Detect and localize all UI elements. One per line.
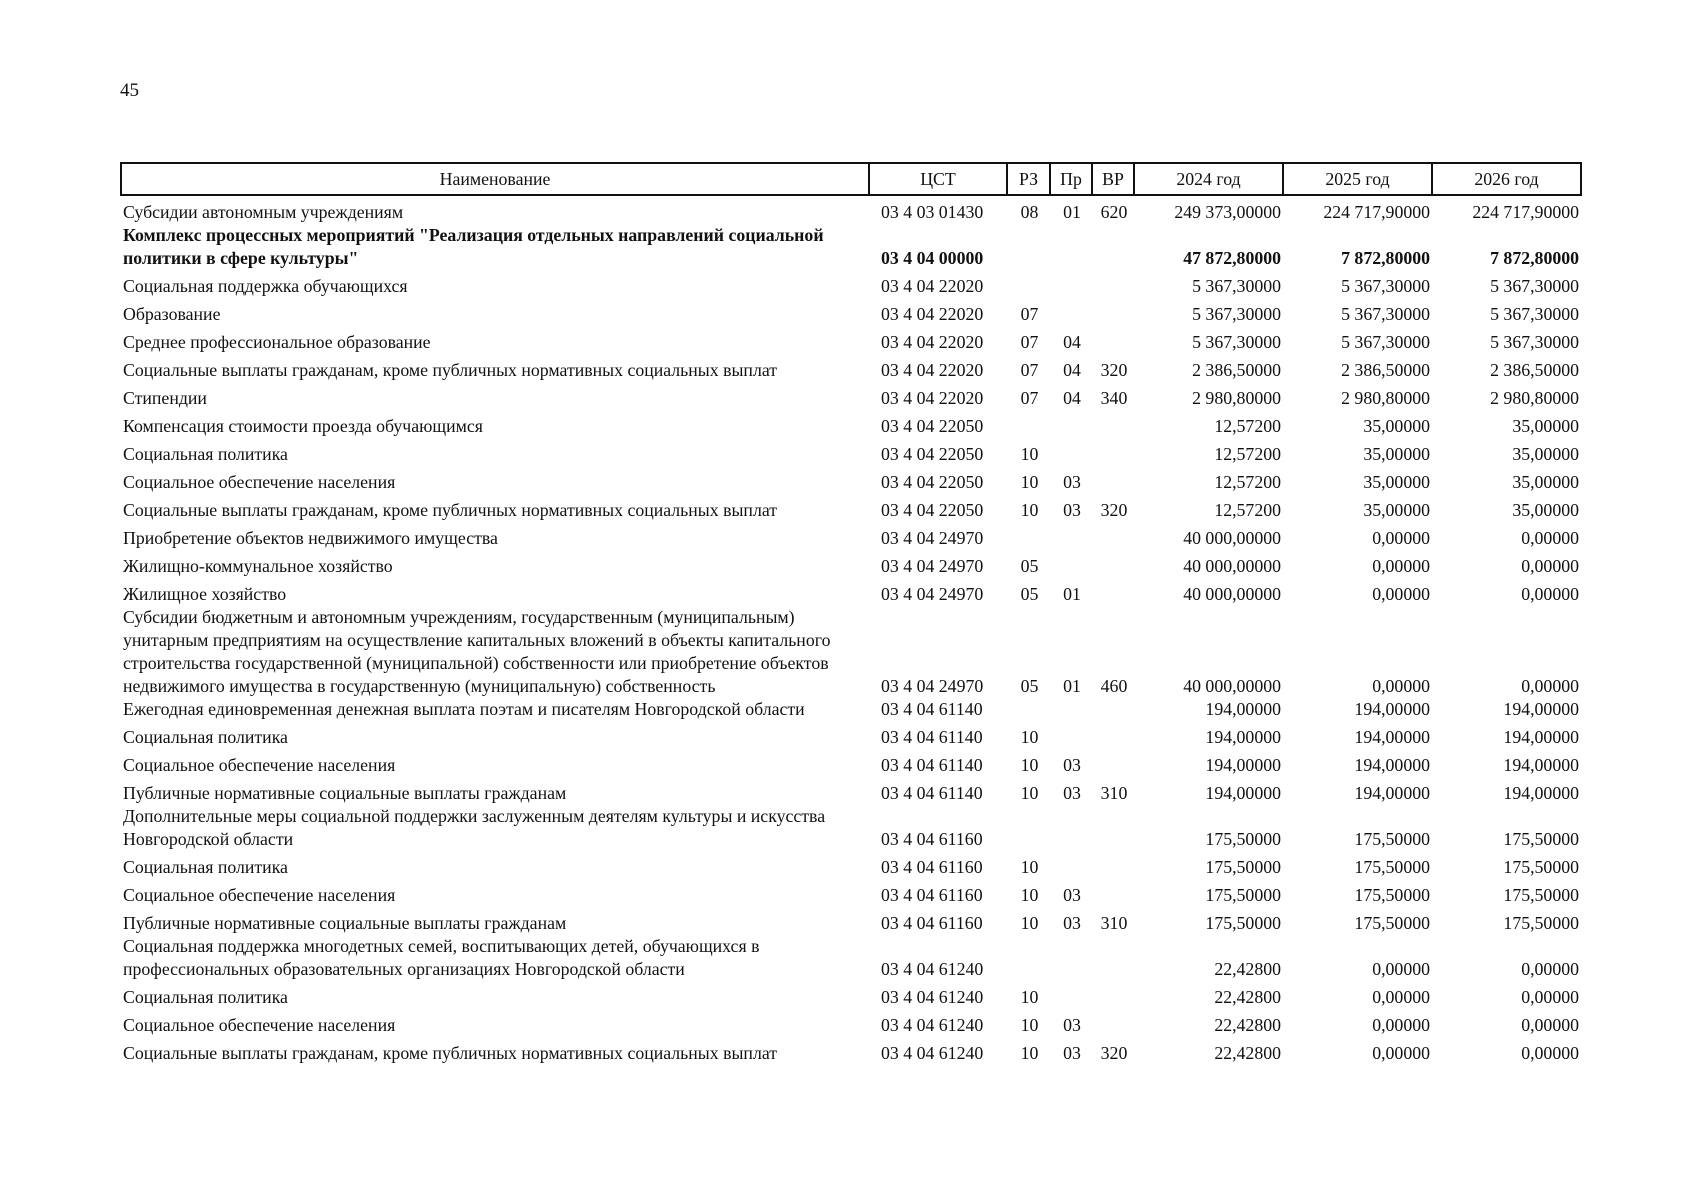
row-cst: 03 4 04 24970 <box>881 528 984 548</box>
row-name: Социальные выплаты гражданам, кроме публичных нормативных социальных выплат <box>123 500 778 520</box>
row-rz <box>1007 805 1050 851</box>
row-vr <box>1092 270 1134 298</box>
row-2025: 194,00000 <box>1354 783 1430 803</box>
row-cst: 03 4 04 24970 <box>881 556 984 576</box>
row-name: Социальное обеспечение населения <box>123 885 396 905</box>
row-rz: 05 <box>1020 676 1039 696</box>
row-2024: 2 980,80000 <box>1192 388 1281 408</box>
row-2025: 7 872,80000 <box>1341 248 1430 268</box>
row-cst: 03 4 04 61240 <box>881 959 984 979</box>
row-pr: 03 <box>1063 885 1081 905</box>
row-2025: 35,00000 <box>1363 500 1430 520</box>
table-row <box>121 981 1581 1009</box>
row-vr <box>1092 410 1134 438</box>
header-vr: ВР <box>1092 163 1134 195</box>
header-rz: РЗ <box>1007 163 1050 195</box>
table-row <box>121 721 1581 749</box>
row-2026: 2 386,50000 <box>1490 360 1579 380</box>
row-cst: 03 4 04 61240 <box>881 1015 984 1035</box>
row-vr <box>1092 298 1134 326</box>
row-2026: 194,00000 <box>1503 699 1579 719</box>
row-name: Социальная поддержка многодетных семей, воспитывающих детей, обучающихся в профессиональных образовательных организациях Новгородской области <box>123 936 760 979</box>
row-2024: 22,42800 <box>1214 959 1281 979</box>
row-cst: 03 4 04 61160 <box>881 913 983 933</box>
table-row <box>121 354 1581 382</box>
row-cst: 03 4 04 22050 <box>881 416 984 436</box>
row-cst: 03 4 04 61160 <box>881 829 983 849</box>
table-row <box>121 935 1581 981</box>
row-rz: 05 <box>1020 584 1039 604</box>
row-cst: 03 4 04 24970 <box>881 584 984 604</box>
row-name: Жилищное хозяйство <box>123 584 287 604</box>
row-rz: 07 <box>1020 332 1039 352</box>
row-rz: 10 <box>1020 987 1039 1007</box>
row-2026: 0,00000 <box>1521 1043 1579 1063</box>
row-pr: 03 <box>1063 1043 1081 1063</box>
table-header-row <box>121 163 1581 195</box>
row-2024: 12,57200 <box>1214 416 1281 436</box>
row-2025: 0,00000 <box>1372 528 1430 548</box>
row-rz: 07 <box>1020 360 1039 380</box>
row-name: Социальная политика <box>123 727 288 747</box>
row-2024: 40 000,00000 <box>1183 528 1281 548</box>
row-2025: 0,00000 <box>1372 959 1430 979</box>
row-2026: 175,50000 <box>1503 829 1579 849</box>
row-pr: 01 <box>1063 676 1081 696</box>
row-cst: 03 4 04 22050 <box>881 500 984 520</box>
row-2026: 224 717,90000 <box>1472 202 1579 222</box>
row-vr: 310 <box>1100 913 1128 933</box>
row-name: Социальное обеспечение населения <box>123 755 396 775</box>
row-pr: 04 <box>1063 332 1081 352</box>
row-vr <box>1092 879 1134 907</box>
row-2026: 194,00000 <box>1503 783 1579 803</box>
row-2025: 2 980,80000 <box>1341 388 1430 408</box>
row-name: Социальное обеспечение населения <box>123 472 396 492</box>
row-2025: 0,00000 <box>1372 1015 1430 1035</box>
table-row <box>121 438 1581 466</box>
row-2024: 5 367,30000 <box>1192 332 1281 352</box>
row-pr: 01 <box>1063 202 1081 222</box>
row-pr <box>1050 438 1092 466</box>
row-vr <box>1092 749 1134 777</box>
row-name: Социальное обеспечение населения <box>123 1015 396 1035</box>
row-2025: 194,00000 <box>1354 755 1430 775</box>
table-row <box>121 195 1581 224</box>
row-rz <box>1007 270 1050 298</box>
row-vr <box>1092 981 1134 1009</box>
row-name: Стипендии <box>123 388 207 408</box>
row-2024: 40 000,00000 <box>1183 556 1281 576</box>
row-2024: 5 367,30000 <box>1192 304 1281 324</box>
table-row <box>121 777 1581 805</box>
row-cst: 03 4 04 61140 <box>881 755 983 775</box>
row-name: Социальная политика <box>123 987 288 1007</box>
row-2026: 194,00000 <box>1503 755 1579 775</box>
row-cst: 03 4 04 61160 <box>881 857 983 877</box>
table-row <box>121 879 1581 907</box>
row-name: Социальная поддержка обучающихся <box>123 276 408 296</box>
row-cst: 03 4 04 61140 <box>881 783 983 803</box>
row-2024: 22,42800 <box>1214 1043 1281 1063</box>
budget-table <box>120 162 1582 1065</box>
row-name: Образование <box>123 304 221 324</box>
row-2025: 194,00000 <box>1354 727 1430 747</box>
row-2025: 0,00000 <box>1372 1043 1430 1063</box>
row-2024: 12,57200 <box>1214 444 1281 464</box>
row-name: Комплекс процессных мероприятий "Реализация отдельных направлений социальной политики в сфере культуры" <box>123 225 824 268</box>
table-row <box>121 851 1581 879</box>
row-vr <box>1092 550 1134 578</box>
table-row <box>121 466 1581 494</box>
row-vr <box>1092 224 1134 270</box>
row-pr: 03 <box>1063 500 1081 520</box>
row-rz: 10 <box>1020 1015 1039 1035</box>
row-2025: 175,50000 <box>1354 857 1430 877</box>
row-cst: 03 4 04 61160 <box>881 885 983 905</box>
row-2024: 12,57200 <box>1214 500 1281 520</box>
table-row <box>121 805 1581 851</box>
row-name: Социальные выплаты гражданам, кроме публичных нормативных социальных выплат <box>123 1043 778 1063</box>
table-row <box>121 1009 1581 1037</box>
row-2026: 35,00000 <box>1512 472 1579 492</box>
row-vr <box>1092 1009 1134 1037</box>
row-rz: 10 <box>1020 444 1039 464</box>
row-name: Дополнительные меры социальной поддержки заслуженным деятелям культуры и искусства Новгородской области <box>123 806 826 849</box>
row-rz <box>1007 698 1050 721</box>
row-vr <box>1092 698 1134 721</box>
row-2026: 0,00000 <box>1521 959 1579 979</box>
row-2026: 2 980,80000 <box>1490 388 1579 408</box>
row-rz <box>1007 935 1050 981</box>
row-pr: 03 <box>1063 755 1081 775</box>
row-2024: 194,00000 <box>1205 727 1281 747</box>
row-2024: 12,57200 <box>1214 472 1281 492</box>
row-rz: 10 <box>1020 885 1039 905</box>
row-rz <box>1007 410 1050 438</box>
row-pr <box>1050 851 1092 879</box>
row-name: Компенсация стоимости проезда обучающимся <box>123 416 483 436</box>
table-row <box>121 606 1581 698</box>
row-name: Субсидии автономным учреждениям <box>123 202 404 222</box>
row-rz: 10 <box>1020 755 1039 775</box>
row-vr <box>1092 326 1134 354</box>
row-2025: 175,50000 <box>1354 885 1430 905</box>
row-2024: 40 000,00000 <box>1183 584 1281 604</box>
row-pr: 03 <box>1063 783 1081 803</box>
row-2026: 0,00000 <box>1521 584 1579 604</box>
row-cst: 03 4 04 22050 <box>881 472 984 492</box>
row-2024: 47 872,80000 <box>1183 248 1281 268</box>
row-name: Публичные нормативные социальные выплаты гражданам <box>123 913 567 933</box>
row-vr: 310 <box>1100 783 1128 803</box>
row-2026: 35,00000 <box>1512 500 1579 520</box>
row-name: Субсидии бюджетным и автономным учреждениям, государственным (муниципальным) унитарным предприятиям на осуществление капитальных вложений в объекты капитального строительства государственной (муниципальной) собственности или приобретение объектов недвижимого имущества в государственную (муниципальную) собственность <box>123 607 831 696</box>
table-row <box>121 298 1581 326</box>
row-pr <box>1050 721 1092 749</box>
row-vr: 340 <box>1100 388 1128 408</box>
row-pr <box>1050 522 1092 550</box>
row-2025: 0,00000 <box>1372 556 1430 576</box>
row-2024: 194,00000 <box>1205 699 1281 719</box>
row-rz: 10 <box>1020 1043 1039 1063</box>
row-2026: 7 872,80000 <box>1490 248 1579 268</box>
row-name: Публичные нормативные социальные выплаты гражданам <box>123 783 567 803</box>
row-rz: 10 <box>1020 500 1039 520</box>
row-pr: 03 <box>1063 472 1081 492</box>
table-row <box>121 550 1581 578</box>
row-cst: 03 4 04 61240 <box>881 987 984 1007</box>
row-pr: 03 <box>1063 913 1081 933</box>
row-2024: 2 386,50000 <box>1192 360 1281 380</box>
row-cst: 03 4 04 61240 <box>881 1043 984 1063</box>
row-pr <box>1050 935 1092 981</box>
row-rz: 10 <box>1020 727 1039 747</box>
row-rz: 10 <box>1020 472 1039 492</box>
row-rz <box>1007 224 1050 270</box>
row-vr <box>1092 466 1134 494</box>
row-2026: 35,00000 <box>1512 444 1579 464</box>
page-number: 45 <box>120 80 139 101</box>
row-2025: 35,00000 <box>1363 416 1430 436</box>
row-2024: 194,00000 <box>1205 755 1281 775</box>
row-2026: 175,50000 <box>1503 885 1579 905</box>
row-2025: 5 367,30000 <box>1341 276 1430 296</box>
table-row <box>121 578 1581 606</box>
row-name: Жилищно-коммунальное хозяйство <box>123 556 393 576</box>
row-2026: 5 367,30000 <box>1490 332 1579 352</box>
row-2026: 0,00000 <box>1521 987 1579 1007</box>
row-2026: 0,00000 <box>1521 676 1579 696</box>
row-2024: 194,00000 <box>1205 783 1281 803</box>
row-rz: 07 <box>1020 304 1039 324</box>
row-rz: 10 <box>1020 913 1039 933</box>
row-cst: 03 4 04 22020 <box>881 276 984 296</box>
row-rz: 10 <box>1020 783 1039 803</box>
row-2025: 175,50000 <box>1354 829 1430 849</box>
row-2026: 5 367,30000 <box>1490 276 1579 296</box>
table-row <box>121 270 1581 298</box>
row-pr <box>1050 224 1092 270</box>
row-vr <box>1092 935 1134 981</box>
row-pr: 01 <box>1063 584 1081 604</box>
header-2025: 2025 год <box>1283 163 1432 195</box>
row-cst: 03 4 04 22020 <box>881 332 984 352</box>
header-cst: ЦСТ <box>869 163 1007 195</box>
row-cst: 03 4 04 22020 <box>881 360 984 380</box>
row-rz: 08 <box>1020 202 1039 222</box>
row-cst: 03 4 03 01430 <box>881 202 984 222</box>
row-2024: 175,50000 <box>1205 829 1281 849</box>
row-vr: 320 <box>1100 500 1128 520</box>
table-row <box>121 382 1581 410</box>
row-2024: 175,50000 <box>1205 885 1281 905</box>
row-2024: 175,50000 <box>1205 857 1281 877</box>
row-vr: 460 <box>1100 676 1128 696</box>
table-row <box>121 494 1581 522</box>
row-vr <box>1092 578 1134 606</box>
row-2024: 22,42800 <box>1214 1015 1281 1035</box>
row-rz: 05 <box>1020 556 1039 576</box>
row-cst: 03 4 04 00000 <box>881 248 984 268</box>
table-row <box>121 410 1581 438</box>
row-cst: 03 4 04 61140 <box>881 727 983 747</box>
row-2024: 175,50000 <box>1205 913 1281 933</box>
row-name: Приобретение объектов недвижимого имущества <box>123 528 498 548</box>
table-row <box>121 698 1581 721</box>
row-pr <box>1050 298 1092 326</box>
row-name: Ежегодная единовременная денежная выплата поэтам и писателям Новгородской области <box>123 699 805 719</box>
table-row <box>121 522 1581 550</box>
row-pr: 03 <box>1063 1015 1081 1035</box>
row-cst: 03 4 04 61140 <box>881 699 983 719</box>
row-2025: 35,00000 <box>1363 472 1430 492</box>
row-2025: 5 367,30000 <box>1341 304 1430 324</box>
row-2026: 194,00000 <box>1503 727 1579 747</box>
row-2026: 175,50000 <box>1503 913 1579 933</box>
row-2026: 5 367,30000 <box>1490 304 1579 324</box>
row-2025: 2 386,50000 <box>1341 360 1430 380</box>
row-2025: 0,00000 <box>1372 676 1430 696</box>
row-2024: 22,42800 <box>1214 987 1281 1007</box>
row-2025: 35,00000 <box>1363 444 1430 464</box>
row-name: Среднее профессиональное образование <box>123 332 431 352</box>
row-pr <box>1050 410 1092 438</box>
header-2026: 2026 год <box>1432 163 1581 195</box>
row-pr <box>1050 698 1092 721</box>
row-vr <box>1092 522 1134 550</box>
row-rz: 07 <box>1020 388 1039 408</box>
table-row <box>121 749 1581 777</box>
row-vr <box>1092 438 1134 466</box>
row-pr: 04 <box>1063 388 1081 408</box>
row-rz: 10 <box>1020 857 1039 877</box>
row-2025: 194,00000 <box>1354 699 1430 719</box>
row-2024: 40 000,00000 <box>1183 676 1281 696</box>
row-2026: 175,50000 <box>1503 857 1579 877</box>
row-vr: 320 <box>1100 360 1128 380</box>
table-row <box>121 326 1581 354</box>
header-2024: 2024 год <box>1134 163 1283 195</box>
row-2025: 175,50000 <box>1354 913 1430 933</box>
row-name: Социальная политика <box>123 444 288 464</box>
table-row <box>121 224 1581 270</box>
row-2025: 224 717,90000 <box>1323 202 1430 222</box>
row-cst: 03 4 04 22020 <box>881 304 984 324</box>
row-vr <box>1092 805 1134 851</box>
row-2025: 0,00000 <box>1372 987 1430 1007</box>
row-2025: 0,00000 <box>1372 584 1430 604</box>
table-row <box>121 907 1581 935</box>
row-cst: 03 4 04 24970 <box>881 676 984 696</box>
row-pr <box>1050 981 1092 1009</box>
row-cst: 03 4 04 22020 <box>881 388 984 408</box>
header-name: Наименование <box>121 163 869 195</box>
row-name: Социальная политика <box>123 857 288 877</box>
row-pr <box>1050 550 1092 578</box>
row-2026: 0,00000 <box>1521 1015 1579 1035</box>
row-cst: 03 4 04 22050 <box>881 444 984 464</box>
table-row <box>121 1037 1581 1065</box>
header-pr: Пр <box>1050 163 1092 195</box>
row-name: Социальные выплаты гражданам, кроме публичных нормативных социальных выплат <box>123 360 778 380</box>
row-2024: 5 367,30000 <box>1192 276 1281 296</box>
row-pr <box>1050 805 1092 851</box>
row-2026: 0,00000 <box>1521 556 1579 576</box>
row-2025: 5 367,30000 <box>1341 332 1430 352</box>
row-vr: 320 <box>1100 1043 1128 1063</box>
row-vr: 620 <box>1100 202 1128 222</box>
row-pr <box>1050 270 1092 298</box>
row-2024: 249 373,00000 <box>1174 202 1281 222</box>
row-pr: 04 <box>1063 360 1081 380</box>
row-rz <box>1007 522 1050 550</box>
row-2026: 35,00000 <box>1512 416 1579 436</box>
row-vr <box>1092 721 1134 749</box>
row-2026: 0,00000 <box>1521 528 1579 548</box>
row-vr <box>1092 851 1134 879</box>
